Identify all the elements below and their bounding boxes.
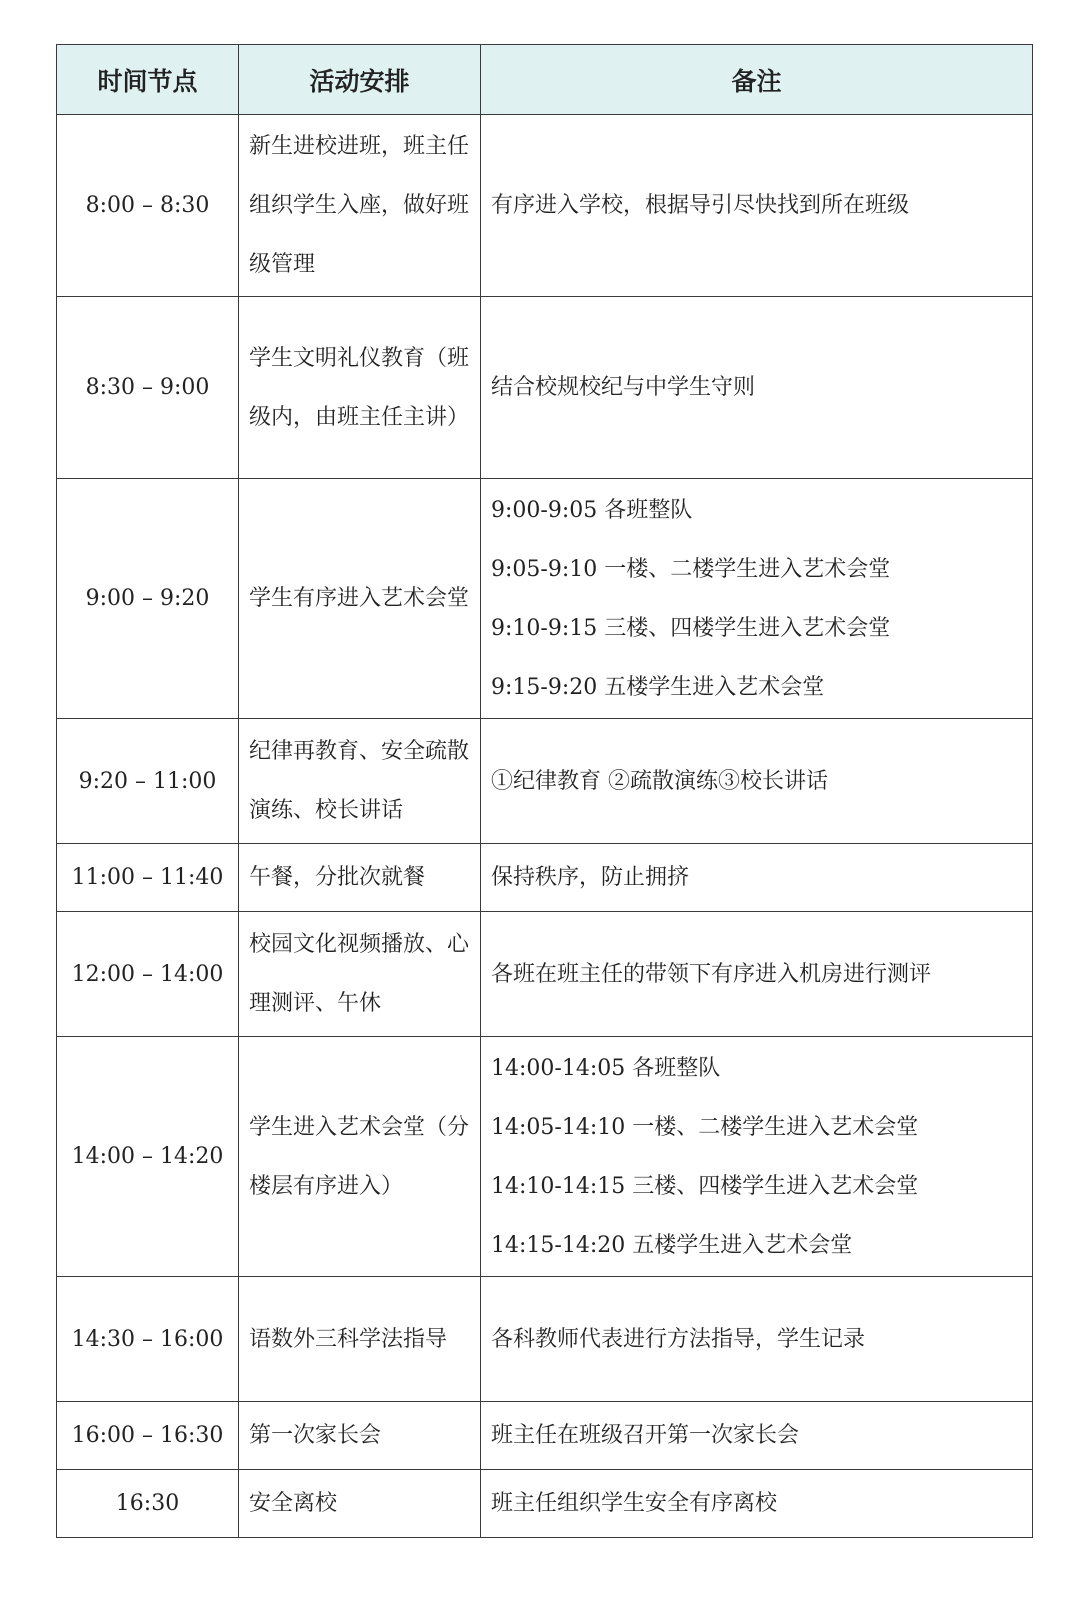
- time-cell: 11:00 – 11:40: [57, 844, 239, 912]
- table-row: [57, 912, 1033, 1037]
- header-time: 时间节点: [57, 45, 239, 115]
- time-cell: 14:00 – 14:20: [57, 1037, 239, 1277]
- note-cell: [481, 719, 1033, 844]
- note-line: 14:15-14:20 五楼学生进入艺术会堂: [491, 1232, 853, 1258]
- activity-cell: 新生进校进班，班主任组织学生入座，做好班级管理: [239, 115, 481, 297]
- schedule-body: [57, 115, 1033, 1538]
- table-row: [57, 479, 1033, 719]
- time-cell: 9:20 – 11:00: [57, 719, 239, 844]
- activity-cell: 第一次家长会: [239, 1402, 481, 1470]
- table-row: [57, 719, 1033, 844]
- note-line: 班主任在班级召开第一次家长会: [491, 1423, 800, 1448]
- time-cell: 16:00 – 16:30: [57, 1402, 239, 1470]
- note-cell: [481, 844, 1033, 912]
- note-line: 9:05-9:10 一楼、二楼学生进入艺术会堂: [491, 556, 891, 582]
- time-cell: 16:30: [57, 1470, 239, 1538]
- note-cell: [481, 912, 1033, 1037]
- header-row: [57, 45, 1033, 115]
- time-cell: 9:00 – 9:20: [57, 479, 239, 719]
- note-line: 结合校规校纪与中学生守则: [491, 375, 756, 400]
- table-row: [57, 115, 1033, 297]
- note-cell: [481, 1277, 1033, 1402]
- note-line: 保持秩序，防止拥挤: [491, 865, 690, 890]
- note-cell: [481, 1470, 1033, 1538]
- activity-cell: 午餐，分批次就餐: [239, 844, 481, 912]
- note-line: 各班在班主任的带领下有序进入机房进行测评: [491, 961, 932, 987]
- note-line: 各科教师代表进行方法指导，学生记录: [491, 1326, 866, 1352]
- table-row: [57, 297, 1033, 479]
- note-line: 14:00-14:05 各班整队: [491, 1055, 721, 1081]
- table-row: [57, 1470, 1033, 1538]
- time-cell: 14:30 – 16:00: [57, 1277, 239, 1402]
- activity-cell: 校园文化视频播放、心理测评、午休: [239, 912, 481, 1037]
- note-cell: [481, 297, 1033, 479]
- activity-cell: 学生有序进入艺术会堂: [239, 479, 481, 719]
- note-line: 9:00-9:05 各班整队: [491, 497, 693, 523]
- note-cell: [481, 479, 1033, 719]
- note-line: 14:05-14:10 一楼、二楼学生进入艺术会堂: [491, 1114, 919, 1140]
- activity-cell: 安全离校: [239, 1470, 481, 1538]
- header-activity: 活动安排: [239, 45, 481, 115]
- note-line: 有序进入学校，根据导引尽快找到所在班级: [491, 193, 910, 218]
- note-line: ①纪律教育 ②疏散演练③校长讲话: [491, 768, 828, 794]
- schedule-table: [56, 44, 1033, 1538]
- header-note: 备注: [481, 45, 1033, 115]
- note-cell: [481, 1402, 1033, 1470]
- note-line: 14:10-14:15 三楼、四楼学生进入艺术会堂: [491, 1173, 919, 1199]
- activity-cell: 学生进入艺术会堂（分楼层有序进入）: [239, 1037, 481, 1277]
- table-row: [57, 1402, 1033, 1470]
- table-row: [57, 1037, 1033, 1277]
- activity-cell: 学生文明礼仪教育（班级内，由班主任主讲）: [239, 297, 481, 479]
- time-cell: 12:00 – 14:00: [57, 912, 239, 1037]
- table-row: [57, 844, 1033, 912]
- time-cell: 8:00 – 8:30: [57, 115, 239, 297]
- activity-cell: 语数外三科学法指导: [239, 1277, 481, 1402]
- note-line: 9:15-9:20 五楼学生进入艺术会堂: [491, 674, 825, 700]
- note-cell: [481, 115, 1033, 297]
- table-row: [57, 1277, 1033, 1402]
- time-cell: 8:30 – 9:00: [57, 297, 239, 479]
- note-line: 9:10-9:15 三楼、四楼学生进入艺术会堂: [491, 615, 891, 641]
- activity-cell: 纪律再教育、安全疏散演练、校长讲话: [239, 719, 481, 844]
- note-cell: [481, 1037, 1033, 1277]
- note-line: 班主任组织学生安全有序离校: [491, 1491, 778, 1516]
